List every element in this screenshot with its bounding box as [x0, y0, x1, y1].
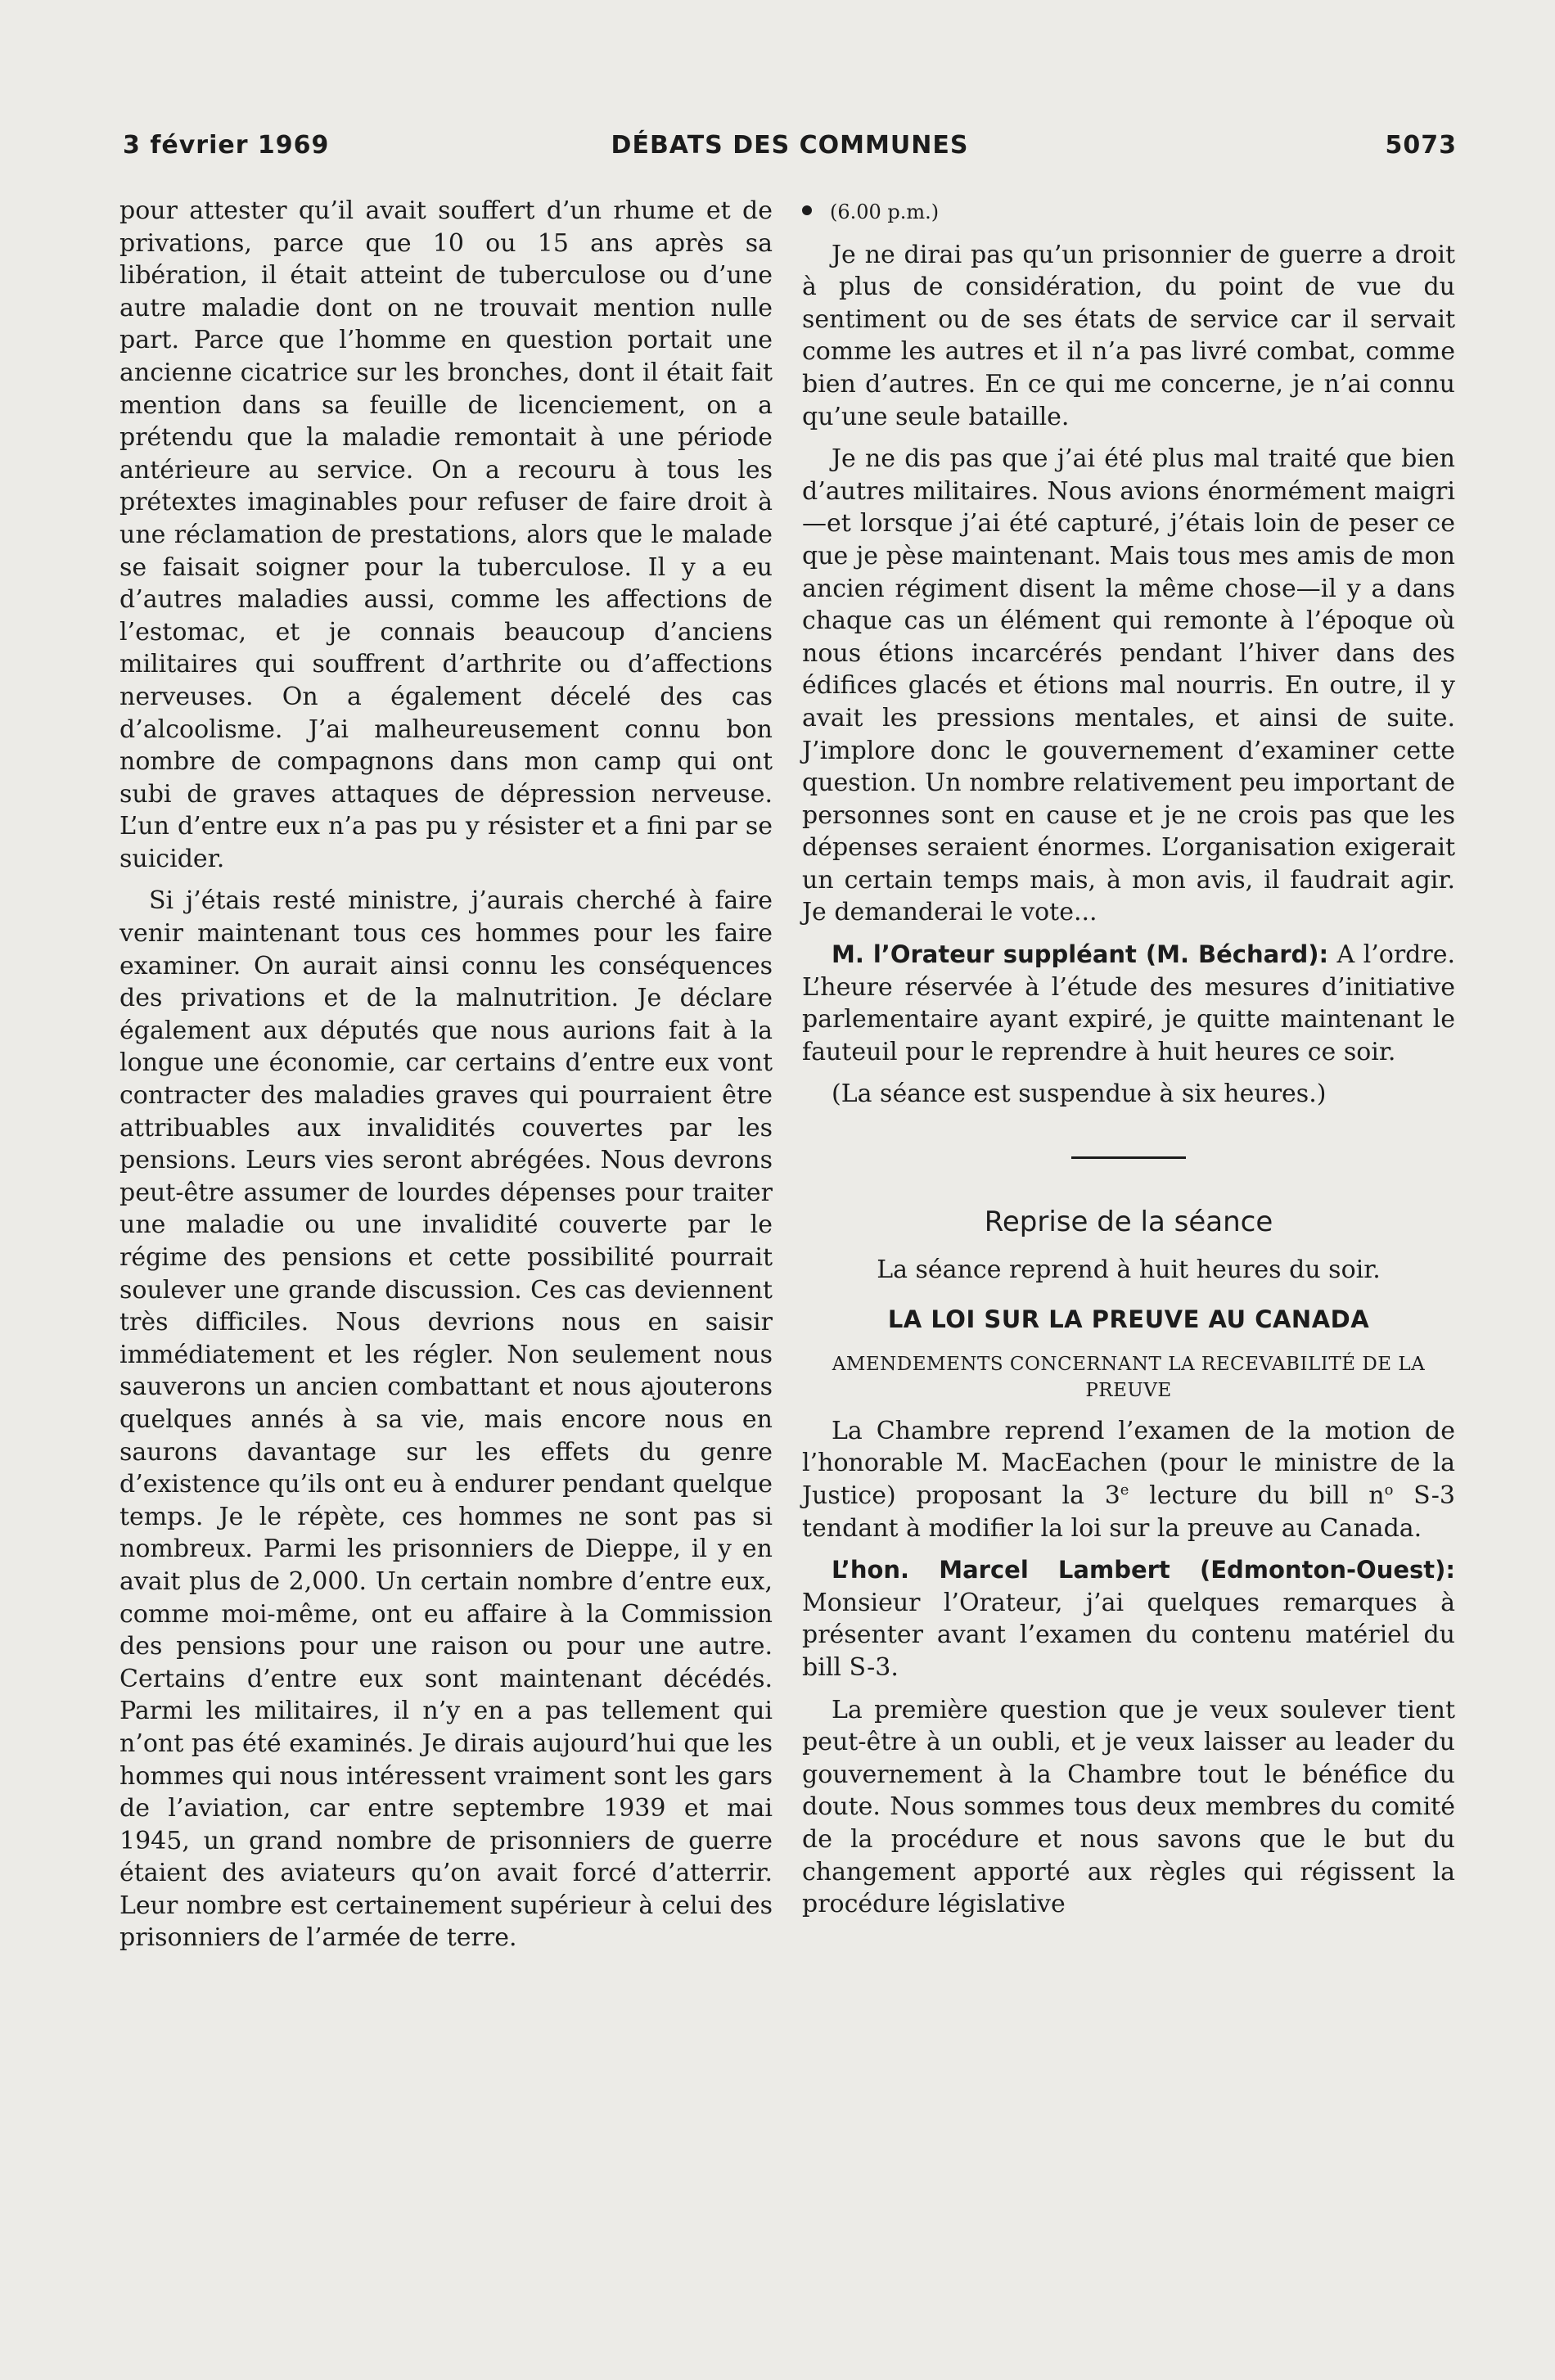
header-date: 3 février 1969	[123, 131, 330, 160]
speaker-text-lambert: Monsieur l’Orateur, j’ai quelques remarques à présenter avant l’examen du contenu matériel du bill S-3.	[802, 1588, 1455, 1682]
right-paragraph-1: Je ne dirai pas qu’un prisonnier de guerre a droit à plus de considération, du point de vue du sentiment ou de ses états de service car il servait comme les autres et il n’a pas livré combat, comme bien d’autres. En ce qui me concerne, je n’ai connu qu’une seule bataille.	[802, 240, 1455, 431]
right-paragraph-2: Je ne dis pas que j’ai été plus mal traité que bien d’autres militaires. Nous avions énormément maigri—et lorsque j’ai été capturé, j’étais loin de peser ce que je pèse maintenant. Mais tous mes amis de mon ancien régiment disent la même chose—il y a dans chaque cas un élément qui remonte à l’époque où nous étions incarcérés pendant l’hiver dans des édifices glacés et étions mal nourris. En outre, il y avait les pressions mentales, et ainsi de suite. J’implore donc le gouvernement d’examiner cette question. Un nombre relativement peu important de personnes sont en cause et je ne crois pas que les dépenses seraient énormes. L’organisation exigerait un certain temps mais, à mon avis, il faudrait agir. Je demanderai le vote...	[802, 444, 1455, 927]
suspension-note: (La séance est suspendue à six heures.)	[832, 1080, 1327, 1109]
motion-paragraph	[802, 1415, 1455, 1544]
running-header	[123, 131, 1457, 172]
speaker-name-orateur: M. l’Orateur suppléant (M. Béchard):	[832, 940, 1329, 969]
reprise-text: La séance reprend à huit heures du soir.	[877, 1255, 1381, 1284]
time-marker-text: (6.00 p.m.)	[830, 201, 940, 223]
speaker-text-orateur: A l’ordre. L’heure réservée à l’étude des mesures d’initiative parlementaire ayant expiré, je quitte maintenant le fauteuil pour le reprendre à huit heures ce soir.	[802, 940, 1455, 1066]
motion-superscript-o: o	[1384, 1481, 1394, 1499]
section-subheading: AMENDEMENTS CONCERNANT LA RECEVABILITÉ DE LA PREUVE	[832, 1353, 1426, 1401]
reprise-heading: Reprise de la séance	[984, 1206, 1273, 1239]
motion-text-a: La Chambre reprend l’examen de la motion de l’honorable M. MacEachen (pour le ministre de la Justice) proposant la 3	[802, 1416, 1455, 1510]
right-column	[802, 195, 1455, 1931]
section-divider	[1071, 1156, 1186, 1159]
section-heading: LA LOI SUR LA PREUVE AU CANADA	[887, 1305, 1370, 1334]
left-paragraph-1: pour attester qu’il avait souffert d’un rhume et de privations, parce que 10 ou 15 ans après sa libération, il était atteint de tuberculose ou d’une autre maladie dont on ne trouvait mention nulle part. Parce que l’homme en question portait une ancienne cicatrice sur les bronches, dont il était fait mention dans sa feuille de licenciement, on a prétendu que la maladie remontait à une période antérieure au service. On a recouru à tous les prétextes imaginables pour refuser de faire droit à une réclamation de prestations, alors que le malade se faisait soigner pour la tuberculose. Il y a eu d’autres maladies aussi, comme les affections de l’estomac, et je connais beaucoup d’anciens militaires qui souffrent d’arthrite ou d’affections nerveuses. On a également décelé des cas d’alcoolisme. J’ai malheureusement connu bon nombre de compagnons dans mon camp qui ont subi de graves attaques de dépression nerveuse. L’un d’entre eux n’a pas pu y résister et a fini par se suicider.	[119, 196, 773, 873]
header-page-number: 5073	[1385, 131, 1457, 160]
motion-superscript-e: e	[1120, 1481, 1129, 1499]
header-publication-title: DÉBATS DES COMMUNES	[611, 131, 969, 160]
motion-text-b: lecture du bill n	[1129, 1481, 1385, 1510]
time-marker	[802, 195, 1455, 229]
right-paragraph-last: La première question que je veux soulever tient peut-être à un oubli, et je veux laisser au leader du gouvernement à la Chambre tout le bénéfice du doute. Nous sommes tous deux membres du comité de la procédure et nous savons que le but du changement apporté aux règles qui régissent la procédure législative	[802, 1695, 1455, 1919]
motion-text-c: S-3 tendant à modifier la loi sur la preuve au Canada.	[802, 1481, 1455, 1543]
speaker-paragraph-orateur	[802, 939, 1455, 1068]
left-paragraph-2: Si j’étais resté ministre, j’aurais cherché à faire venir maintenant tous ces hommes pour les faire examiner. On aurait ainsi connu les conséquences des privations et de la malnutrition. Je déclare également aux députés que nous aurions fait à la longue une économie, car certains d’entre eux vont contracter des maladies graves qui pourraient être attribuables aux invalidités couvertes par les pensions. Leurs vies seront abrégées. Nous devrons peut-être assumer de lourdes dépenses pour traiter une maladie ou une invalidité couverte par le régime des pensions et cette possibilité pourrait soulever une grande discussion. Ces cas deviennent très difficiles. Nous devrions nous en saisir immédiatement et les régler. Non seulement nous sauverons un ancien combattant et nous ajouterons quelques annés à sa vie, mais encore nous en saurons davantage sur les effets du genre d’existence qu’ils ont eu à endurer pendant quelque temps. Je le répète, ces hommes ne sont pas si nombreux. Parmi les prisonniers de Dieppe, il y en avait plus de 2,000. Un certain nombre d’entre eux, comme moi-même, ont eu affaire à la Commission des pensions pour une raison ou pour une autre. Certains d’entre eux sont maintenant décédés. Parmi les militaires, il n’y en a pas tellement qui n’ont pas été examinés. Je dirais aujourd’hui que les hommes qui nous intéressent vraiment sont les gars de l’aviation, car entre septembre 1939 et mai 1945, un grand nombre de prisonniers de guerre étaient des aviateurs qu’on avait forcé d’atterrir. Leur nombre est certainement supérieur à celui des prisonniers de l’armée de terre.	[119, 886, 773, 1953]
left-column	[119, 195, 773, 1964]
speaker-name-lambert: L’hon. Marcel Lambert (Edmonton-Ouest):	[832, 1556, 1455, 1584]
speaker-paragraph-lambert	[802, 1554, 1455, 1684]
bullet-icon	[802, 205, 812, 215]
